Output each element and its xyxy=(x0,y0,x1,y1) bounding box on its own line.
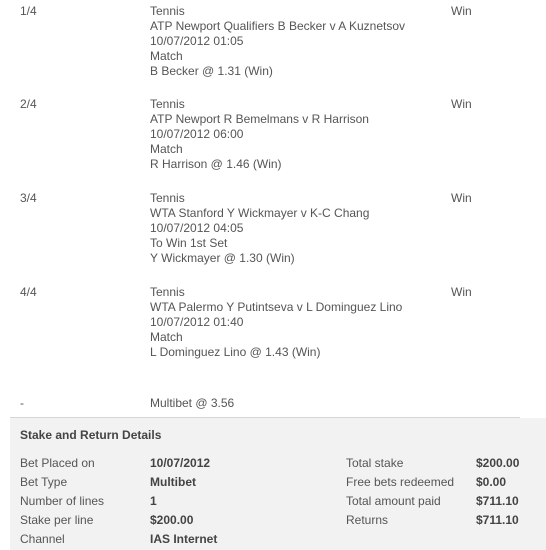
leg-number: 1/4 xyxy=(20,4,37,18)
channel-label: Channel xyxy=(20,532,65,546)
channel-value: IAS Internet xyxy=(150,532,218,546)
leg-sport: Tennis xyxy=(150,285,185,299)
bet-type-label: Bet Type xyxy=(20,475,68,489)
free-bets-value: $0.00 xyxy=(476,475,507,489)
leg-details xyxy=(150,4,405,79)
leg-datetime: 10/07/2012 06:00 xyxy=(150,127,244,141)
leg-event: ATP Newport Qualifiers B Becker v A Kuznetsov xyxy=(150,19,405,33)
leg-number: 4/4 xyxy=(20,285,37,299)
leg-event: ATP Newport R Bemelmans v R Harrison xyxy=(150,112,369,126)
leg-datetime: 10/07/2012 01:40 xyxy=(150,315,244,329)
leg-market: To Win 1st Set xyxy=(150,236,228,250)
leg-result: Win xyxy=(451,97,472,111)
detail-row xyxy=(10,492,546,511)
leg-event: WTA Stanford Y Wickmayer v K-C Chang xyxy=(150,206,370,220)
leg-sport: Tennis xyxy=(150,191,185,205)
leg-selection: B Becker @ 1.31 (Win) xyxy=(150,64,273,78)
detail-row xyxy=(10,530,546,549)
bet-type-value: Multibet xyxy=(150,475,196,489)
leg-sport: Tennis xyxy=(150,4,185,18)
total-stake-value: $200.00 xyxy=(476,456,520,470)
leg-result: Win xyxy=(451,285,472,299)
leg-details xyxy=(150,191,369,266)
total-stake-label: Total stake xyxy=(346,456,404,470)
section-title: Stake and Return Details xyxy=(20,428,162,442)
multibet-number: - xyxy=(20,396,24,410)
leg-market: Match xyxy=(150,49,183,63)
stake-return-section xyxy=(10,418,546,550)
bet-placed-label: Bet Placed on xyxy=(20,456,95,470)
leg-selection: L Dominguez Lino @ 1.43 (Win) xyxy=(150,345,321,359)
leg-sport: Tennis xyxy=(150,97,185,111)
stake-per-line-value: $200.00 xyxy=(150,513,194,527)
leg-result: Win xyxy=(451,191,472,205)
total-paid-value: $711.10 xyxy=(476,494,519,508)
leg-market: Match xyxy=(150,142,183,156)
leg-result: Win xyxy=(451,4,472,18)
detail-row xyxy=(10,473,546,492)
detail-row xyxy=(10,511,546,530)
detail-row xyxy=(10,454,546,473)
number-of-lines-label: Number of lines xyxy=(20,494,105,508)
leg-datetime: 10/07/2012 04:05 xyxy=(150,221,244,235)
multibet-label: Multibet @ 3.56 xyxy=(150,396,235,410)
returns-value: $711.10 xyxy=(476,513,519,527)
leg-selection: R Harrison @ 1.46 (Win) xyxy=(150,157,282,171)
leg-number: 3/4 xyxy=(20,191,37,205)
returns-label: Returns xyxy=(346,513,389,527)
leg-datetime: 10/07/2012 01:05 xyxy=(150,34,244,48)
number-of-lines-value: 1 xyxy=(150,494,157,508)
free-bets-label: Free bets redeemed xyxy=(346,475,455,489)
leg-event: WTA Palermo Y Putintseva v L Dominguez Lino xyxy=(150,300,403,314)
leg-number: 2/4 xyxy=(20,97,37,111)
stake-per-line-label: Stake per line xyxy=(20,513,94,527)
leg-details xyxy=(150,97,369,172)
leg-market: Match xyxy=(150,330,183,344)
bet-placed-value: 10/07/2012 xyxy=(150,456,211,470)
total-paid-label: Total amount paid xyxy=(346,494,441,508)
leg-details xyxy=(150,285,402,360)
leg-selection: Y Wickmayer @ 1.30 (Win) xyxy=(150,251,295,265)
